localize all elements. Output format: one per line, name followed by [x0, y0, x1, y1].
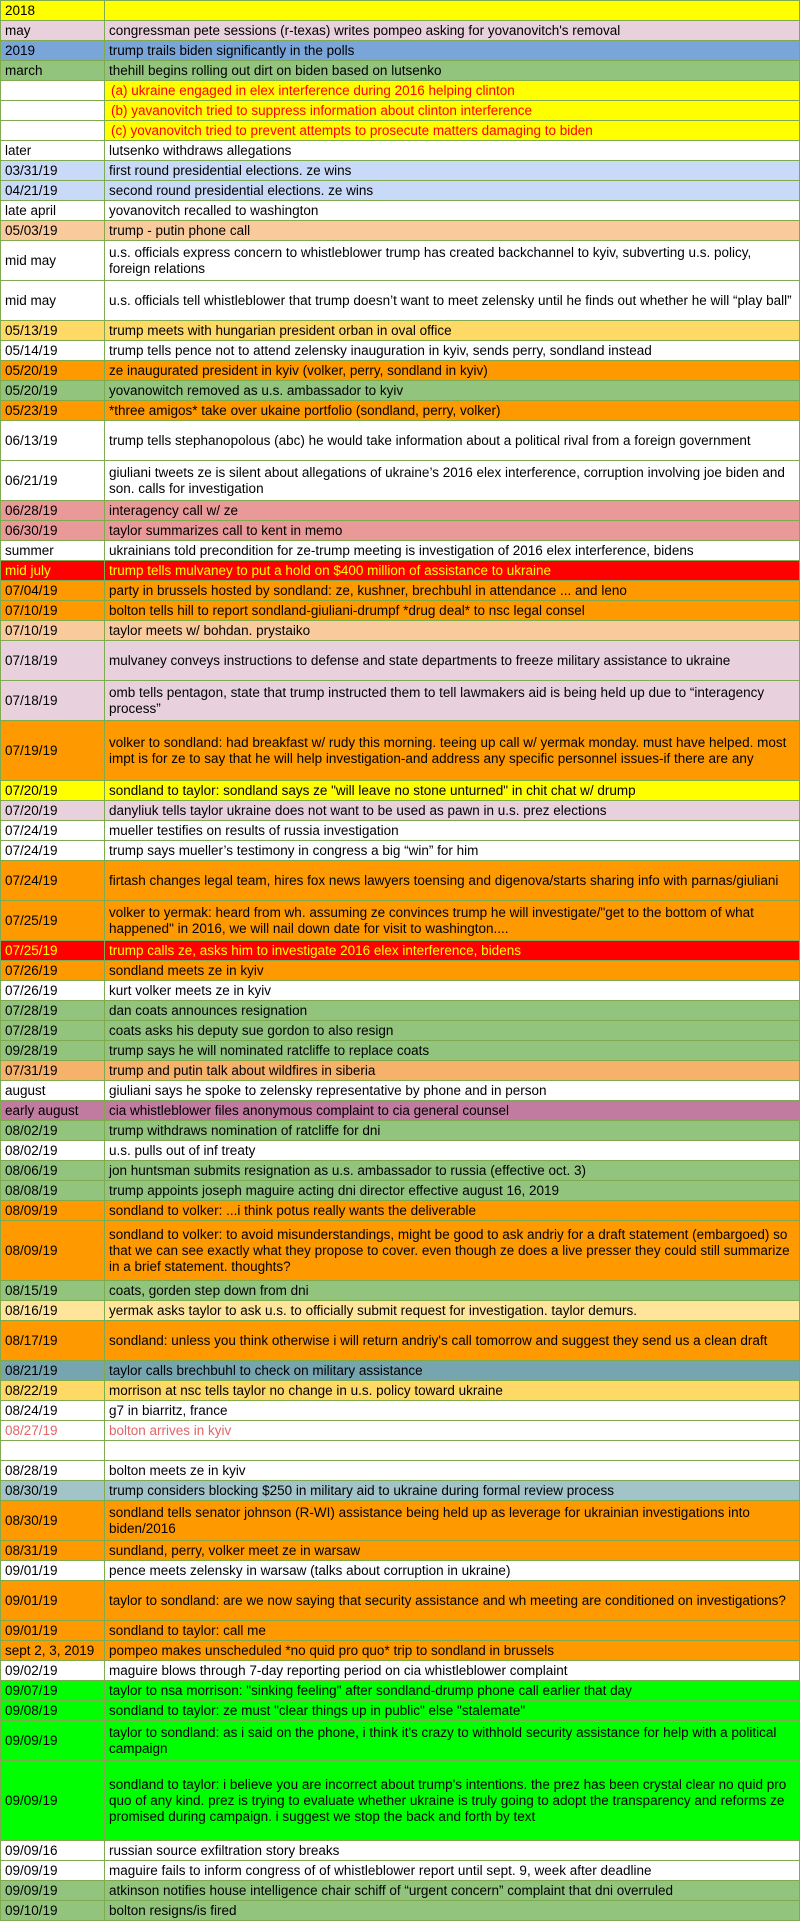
date-cell[interactable]: 07/24/19	[1, 821, 105, 841]
event-cell[interactable]: g7 in biarritz, france	[105, 1401, 800, 1421]
event-cell[interactable]: yovanovitch recalled to washington	[105, 201, 800, 221]
event-cell[interactable]: sondland to volker: ...i think potus really wants the deliverable	[105, 1201, 800, 1221]
date-cell[interactable]: 05/13/19	[1, 321, 105, 341]
date-cell[interactable]: 08/30/19	[1, 1481, 105, 1501]
timeline-row	[1, 1041, 800, 1061]
event-cell[interactable]: maguire fails to inform congress of of whistleblower report until sept. 9, week after deadline	[105, 1861, 800, 1881]
event-cell[interactable]: trump tells pence not to attend zelensky inauguration in kyiv, sends perry, sondland instead	[105, 341, 800, 361]
event-cell[interactable]: bolton meets ze in kyiv	[105, 1461, 800, 1481]
timeline-row	[1, 401, 800, 421]
date-cell[interactable]: later	[1, 141, 105, 161]
date-cell[interactable]: 07/18/19	[1, 681, 105, 721]
timeline-row	[1, 501, 800, 521]
date-cell[interactable]: 08/02/19	[1, 1141, 105, 1161]
timeline-row	[1, 61, 800, 81]
event-cell[interactable]: ze inaugurated president in kyiv (volker, perry, sondland in kyiv)	[105, 361, 800, 381]
date-cell[interactable]: summer	[1, 541, 105, 561]
timeline-row	[1, 1361, 800, 1381]
event-cell[interactable]: coats, gorden step down from dni	[105, 1281, 800, 1301]
timeline-row	[1, 1081, 800, 1101]
event-cell[interactable]: trump trails biden significantly in the polls	[105, 41, 800, 61]
timeline-row	[1, 1401, 800, 1421]
timeline-row	[1, 461, 800, 501]
timeline-row	[1, 201, 800, 221]
timeline-row	[1, 1841, 800, 1861]
timeline-row	[1, 1541, 800, 1561]
timeline-row	[1, 1761, 800, 1841]
date-cell[interactable]: 07/25/19	[1, 941, 105, 961]
timeline-row	[1, 1701, 800, 1721]
date-cell[interactable]: august	[1, 1081, 105, 1101]
date-cell[interactable]: 08/06/19	[1, 1161, 105, 1181]
timeline-row	[1, 101, 800, 121]
event-cell[interactable]: sondland to taylor: sondland says ze "will leave no stone unturned" in chit chat w/ drump	[105, 781, 800, 801]
date-cell[interactable]: 04/21/19	[1, 181, 105, 201]
event-cell[interactable]: trump says he will nominated ratcliffe to replace coats	[105, 1041, 800, 1061]
timeline-row	[1, 1381, 800, 1401]
event-cell[interactable]: bolton tells hill to report sondland-giuliani-drumpf *drug deal* to nsc legal consel	[105, 601, 800, 621]
timeline-row	[1, 621, 800, 641]
date-cell[interactable]: 07/26/19	[1, 961, 105, 981]
event-cell[interactable]: u.s. officials express concern to whistleblower trump has created backchannel to kyiv, subverting u.s. policy, foreign relations	[105, 241, 800, 281]
date-cell[interactable]: 05/03/19	[1, 221, 105, 241]
event-cell[interactable]: dan coats announces resignation	[105, 1001, 800, 1021]
timeline-row	[1, 781, 800, 801]
timeline-row	[1, 581, 800, 601]
date-cell[interactable]: 09/09/19	[1, 1861, 105, 1881]
date-cell[interactable]: mid may	[1, 281, 105, 321]
timeline-row	[1, 961, 800, 981]
date-cell[interactable]: 07/10/19	[1, 621, 105, 641]
event-cell[interactable]: taylor summarizes call to kent in memo	[105, 521, 800, 541]
event-cell[interactable]: atkinson notifies house intelligence chair schiff of “urgent concern” complaint that dni overruled	[105, 1881, 800, 1901]
timeline-row	[1, 241, 800, 281]
date-cell[interactable]: 08/08/19	[1, 1181, 105, 1201]
event-cell[interactable]: bolton arrives in kyiv	[105, 1421, 800, 1441]
timeline-row	[1, 1621, 800, 1641]
timeline-row	[1, 901, 800, 941]
date-cell[interactable]: 08/02/19	[1, 1121, 105, 1141]
event-cell[interactable]: trump tells stephanopolous (abc) he would take information about a political rival from a foreign government	[105, 421, 800, 461]
date-cell[interactable]: 07/28/19	[1, 1001, 105, 1021]
date-cell[interactable]: 08/24/19	[1, 1401, 105, 1421]
event-cell[interactable]: party in brussels hosted by sondland: ze, kushner, brechbuhl in attendance ... and leno	[105, 581, 800, 601]
event-cell[interactable]: taylor to sondland: as i said on the phone, i think it's crazy to withhold security assistance for help with a political campaign	[105, 1721, 800, 1761]
date-cell[interactable]: early august	[1, 1101, 105, 1121]
timeline-row	[1, 801, 800, 821]
timeline-row	[1, 1301, 800, 1321]
date-cell[interactable]: 05/14/19	[1, 341, 105, 361]
date-cell[interactable]: 07/25/19	[1, 901, 105, 941]
timeline-row	[1, 161, 800, 181]
date-cell[interactable]: 09/02/19	[1, 1661, 105, 1681]
event-cell[interactable]: sondland to taylor: call me	[105, 1621, 800, 1641]
timeline-row	[1, 681, 800, 721]
date-cell[interactable]: 08/17/19	[1, 1321, 105, 1361]
event-cell[interactable]: sondland tells senator johnson (R-WI) assistance being held up as leverage for ukrainian investigations into biden/2016	[105, 1501, 800, 1541]
event-cell[interactable]: yovanowitch removed as u.s. ambassador to kyiv	[105, 381, 800, 401]
date-cell[interactable]: 09/28/19	[1, 1041, 105, 1061]
timeline-row	[1, 1561, 800, 1581]
event-cell[interactable]: coats asks his deputy sue gordon to also resign	[105, 1021, 800, 1041]
event-cell[interactable]: taylor to sondland: are we now saying that security assistance and wh meeting are conditioned on investigations?	[105, 1581, 800, 1621]
event-cell[interactable]: *three amigos* take over ukaine portfolio (sondland, perry, volker)	[105, 401, 800, 421]
event-cell[interactable]: volker to yermak: heard from wh. assuming ze convinces trump he will investigate/"get to the bottom of what happened" in 2016, we will nail down date for visit to washington....	[105, 901, 800, 941]
date-cell[interactable]: 08/09/19	[1, 1221, 105, 1281]
timeline-row	[1, 521, 800, 541]
timeline-row	[1, 1901, 800, 1921]
date-cell[interactable]: 09/07/19	[1, 1681, 105, 1701]
timeline-row	[1, 1641, 800, 1661]
date-cell[interactable]: 08/28/19	[1, 1461, 105, 1481]
date-cell[interactable]: 08/30/19	[1, 1501, 105, 1541]
date-cell[interactable]: mid may	[1, 241, 105, 281]
timeline-row	[1, 361, 800, 381]
event-cell[interactable]: omb tells pentagon, state that trump instructed them to tell lawmakers aid is being held up due to “interagency process”	[105, 681, 800, 721]
event-cell[interactable]: giuliani says he spoke to zelensky representative by phone and in person	[105, 1081, 800, 1101]
date-cell[interactable]: 09/01/19	[1, 1621, 105, 1641]
event-cell[interactable]: russian source exfiltration story breaks	[105, 1841, 800, 1861]
event-cell[interactable]: bolton resigns/is fired	[105, 1901, 800, 1921]
timeline-row	[1, 1461, 800, 1481]
date-cell[interactable]: sept 2, 3, 2019	[1, 1641, 105, 1661]
timeline-row	[1, 541, 800, 561]
event-cell[interactable]: trump - putin phone call	[105, 221, 800, 241]
timeline-row	[1, 1221, 800, 1281]
date-cell[interactable]: 07/18/19	[1, 641, 105, 681]
event-cell[interactable]	[105, 1441, 800, 1461]
date-cell[interactable]: 07/19/19	[1, 721, 105, 781]
date-cell[interactable]	[1, 81, 105, 101]
timeline-row	[1, 601, 800, 621]
event-cell[interactable]: trump considers blocking $250 in military aid to ukraine during formal review process	[105, 1481, 800, 1501]
event-cell[interactable]: taylor calls brechbuhl to check on military assistance	[105, 1361, 800, 1381]
event-cell[interactable]: trump meets with hungarian president orban in oval office	[105, 321, 800, 341]
date-cell[interactable]: 07/24/19	[1, 861, 105, 901]
event-cell[interactable]: mueller testifies on results of russia investigation	[105, 821, 800, 841]
date-cell[interactable]: 08/15/19	[1, 1281, 105, 1301]
date-cell[interactable]: 08/22/19	[1, 1381, 105, 1401]
date-cell[interactable]: 06/28/19	[1, 501, 105, 521]
timeline-row	[1, 181, 800, 201]
event-cell[interactable]: sondland to taylor: ze must "clear things up in public" else "stalemate"	[105, 1701, 800, 1721]
timeline-row	[1, 941, 800, 961]
timeline-row	[1, 1281, 800, 1301]
timeline-row	[1, 1021, 800, 1041]
date-cell[interactable]: 08/21/19	[1, 1361, 105, 1381]
date-cell[interactable]: may	[1, 21, 105, 41]
date-cell[interactable]: 07/31/19	[1, 1061, 105, 1081]
date-cell[interactable]: 09/10/19	[1, 1901, 105, 1921]
timeline-row	[1, 1001, 800, 1021]
event-cell[interactable]: (b) yavanovitch tried to suppress information about clinton interference	[105, 101, 800, 121]
date-cell[interactable]	[1, 1441, 105, 1461]
event-cell[interactable]: volker to sondland: had breakfast w/ rudy this morning. teeing up call w/ yermak monday. must have helped. most impt is for ze to say that he will help investigation-and address any specific personnel issues-if there are any	[105, 721, 800, 781]
timeline-row	[1, 1121, 800, 1141]
timeline-row	[1, 1681, 800, 1701]
timeline-row	[1, 221, 800, 241]
timeline-row	[1, 1441, 800, 1461]
timeline-row	[1, 721, 800, 781]
event-cell[interactable]: taylor to nsa morrison: "sinking feeling" after sondland-drump phone call earlier that day	[105, 1681, 800, 1701]
date-cell[interactable]: 06/21/19	[1, 461, 105, 501]
event-cell[interactable]: second round presidential elections. ze wins	[105, 181, 800, 201]
date-cell[interactable]: 09/09/19	[1, 1881, 105, 1901]
date-cell[interactable]: march	[1, 61, 105, 81]
timeline-row	[1, 841, 800, 861]
timeline-row	[1, 1201, 800, 1221]
timeline-row	[1, 381, 800, 401]
timeline-row	[1, 341, 800, 361]
event-cell[interactable]: congressman pete sessions (r-texas) writes pompeo asking for yovanovitch's removal	[105, 21, 800, 41]
timeline-rows	[1, 1, 800, 1921]
date-cell[interactable]	[1, 101, 105, 121]
date-cell[interactable]: 08/16/19	[1, 1301, 105, 1321]
event-cell[interactable]: jon huntsman submits resignation as u.s. ambassador to russia (effective oct. 3)	[105, 1161, 800, 1181]
event-cell[interactable]	[105, 1, 800, 21]
date-cell[interactable]: 2019	[1, 41, 105, 61]
event-cell[interactable]: ukrainians told precondition for ze-trump meeting is investigation of 2016 elex interference, bidens	[105, 541, 800, 561]
date-cell[interactable]: 07/26/19	[1, 981, 105, 1001]
timeline-row	[1, 1861, 800, 1881]
date-cell[interactable]: 09/01/19	[1, 1561, 105, 1581]
date-cell[interactable]: late april	[1, 201, 105, 221]
timeline-row	[1, 1161, 800, 1181]
event-cell[interactable]: cia whistleblower files anonymous complaint to cia general counsel	[105, 1101, 800, 1121]
timeline-row	[1, 121, 800, 141]
timeline-row	[1, 1721, 800, 1761]
event-cell[interactable]: mulvaney conveys instructions to defense and state departments to freeze military assistance to ukraine	[105, 641, 800, 681]
timeline-row	[1, 1481, 800, 1501]
date-cell[interactable]: 05/20/19	[1, 361, 105, 381]
event-cell[interactable]: u.s. pulls out of inf treaty	[105, 1141, 800, 1161]
timeline-row	[1, 641, 800, 681]
timeline-row	[1, 281, 800, 321]
date-cell[interactable]: 05/23/19	[1, 401, 105, 421]
event-cell[interactable]: interagency call w/ ze	[105, 501, 800, 521]
timeline-row	[1, 561, 800, 581]
timeline-row	[1, 1321, 800, 1361]
event-cell[interactable]: sondland to taylor: i believe you are incorrect about trump's intentions. the prez has been crystal clear no quid pro quo of any kind. prez is trying to evaluate whether ukraine is truly going to adopt the transparency and reforms ze promised during campaign. i suggest we stop the back and forth by text	[105, 1761, 800, 1841]
event-cell[interactable]: maguire blows through 7-day reporting period on cia whistleblower complaint	[105, 1661, 800, 1681]
event-cell[interactable]: yermak asks taylor to ask u.s. to officially submit request for investigation. taylor demurs.	[105, 1301, 800, 1321]
timeline-row	[1, 41, 800, 61]
timeline-row	[1, 1661, 800, 1681]
event-cell[interactable]: morrison at nsc tells taylor no change in u.s. policy toward ukraine	[105, 1381, 800, 1401]
timeline-row	[1, 1181, 800, 1201]
timeline-row	[1, 1881, 800, 1901]
event-cell[interactable]: sundland, perry, volker meet ze in warsaw	[105, 1541, 800, 1561]
timeline-row	[1, 861, 800, 901]
timeline-row	[1, 1061, 800, 1081]
date-cell[interactable]: 09/08/19	[1, 1701, 105, 1721]
event-cell[interactable]: (c) yovanovitch tried to prevent attempts to prosecute matters damaging to biden	[105, 121, 800, 141]
date-cell[interactable]: 08/27/19	[1, 1421, 105, 1441]
event-cell[interactable]: trump calls ze, asks him to investigate 2016 elex interference, bidens	[105, 941, 800, 961]
timeline-row	[1, 421, 800, 461]
timeline-row	[1, 981, 800, 1001]
date-cell[interactable]: 07/20/19	[1, 781, 105, 801]
event-cell[interactable]: sondland meets ze in kyiv	[105, 961, 800, 981]
date-cell[interactable]: 09/09/16	[1, 1841, 105, 1861]
event-cell[interactable]: pompeo makes unscheduled *no quid pro quo* trip to sondland in brussels	[105, 1641, 800, 1661]
timeline-row	[1, 321, 800, 341]
date-cell[interactable]: 05/20/19	[1, 381, 105, 401]
event-cell[interactable]: pence meets zelensky in warsaw (talks about corruption in ukraine)	[105, 1561, 800, 1581]
timeline-row	[1, 141, 800, 161]
event-cell[interactable]: sondland to volker: to avoid misunderstandings, might be good to ask andriy for a draft statement (embargoed) so that we can see exactly what they propose to cover. even though ze does a live presser they could still summarize in a brief statement. thoughts?	[105, 1221, 800, 1281]
date-cell[interactable]: 09/09/19	[1, 1761, 105, 1841]
date-cell[interactable]: 07/20/19	[1, 801, 105, 821]
event-cell[interactable]: taylor meets w/ bohdan. prystaiko	[105, 621, 800, 641]
event-cell[interactable]: lutsenko withdraws allegations	[105, 141, 800, 161]
event-cell[interactable]: trump withdraws nomination of ratcliffe for dni	[105, 1121, 800, 1141]
event-cell[interactable]: sondland: unless you think otherwise i will return andriy's call tomorrow and suggest they send us a clean draft	[105, 1321, 800, 1361]
timeline-row	[1, 1141, 800, 1161]
timeline-row	[1, 1421, 800, 1441]
date-cell[interactable]: 09/01/19	[1, 1581, 105, 1621]
event-cell[interactable]: trump says mueller’s testimony in congress a big “win” for him	[105, 841, 800, 861]
timeline-row	[1, 81, 800, 101]
timeline-row	[1, 21, 800, 41]
date-cell[interactable]: 07/04/19	[1, 581, 105, 601]
date-cell[interactable]: 06/30/19	[1, 521, 105, 541]
event-cell[interactable]: (a) ukraine engaged in elex interference during 2016 helping clinton	[105, 81, 800, 101]
date-cell[interactable]: 07/28/19	[1, 1021, 105, 1041]
event-cell[interactable]: first round presidential elections. ze wins	[105, 161, 800, 181]
event-cell[interactable]: firtash changes legal team, hires fox news lawyers toensing and digenova/starts sharing info with parnas/giuliani	[105, 861, 800, 901]
event-cell[interactable]: u.s. officials tell whistleblower that trump doesn’t want to meet zelensky until he finds out whether he will “play ball”	[105, 281, 800, 321]
timeline-row	[1, 1101, 800, 1121]
event-cell[interactable]: thehill begins rolling out dirt on biden based on lutsenko	[105, 61, 800, 81]
event-cell[interactable]: kurt volker meets ze in kyiv	[105, 981, 800, 1001]
date-cell[interactable]: 08/31/19	[1, 1541, 105, 1561]
date-cell[interactable]: 2018	[1, 1, 105, 21]
event-cell[interactable]: trump appoints joseph maguire acting dni director effective august 16, 2019	[105, 1181, 800, 1201]
event-cell[interactable]: trump and putin talk about wildfires in siberia	[105, 1061, 800, 1081]
event-cell[interactable]: trump tells mulvaney to put a hold on $400 million of assistance to ukraine	[105, 561, 800, 581]
date-cell[interactable]: 03/31/19	[1, 161, 105, 181]
event-cell[interactable]: danyliuk tells taylor ukraine does not want to be used as pawn in u.s. prez elections	[105, 801, 800, 821]
date-cell[interactable]: 07/24/19	[1, 841, 105, 861]
date-cell[interactable]: 06/13/19	[1, 421, 105, 461]
date-cell[interactable]: 07/10/19	[1, 601, 105, 621]
timeline-row	[1, 1581, 800, 1621]
event-cell[interactable]: giuliani tweets ze is silent about allegations of ukraine’s 2016 elex interference, corruption involving joe biden and son. calls for investigation	[105, 461, 800, 501]
date-cell[interactable]: 09/09/19	[1, 1721, 105, 1761]
date-cell[interactable]: 08/09/19	[1, 1201, 105, 1221]
timeline-row	[1, 1, 800, 21]
timeline-row	[1, 1501, 800, 1541]
date-cell[interactable]: mid july	[1, 561, 105, 581]
timeline-row	[1, 821, 800, 841]
date-cell[interactable]	[1, 121, 105, 141]
